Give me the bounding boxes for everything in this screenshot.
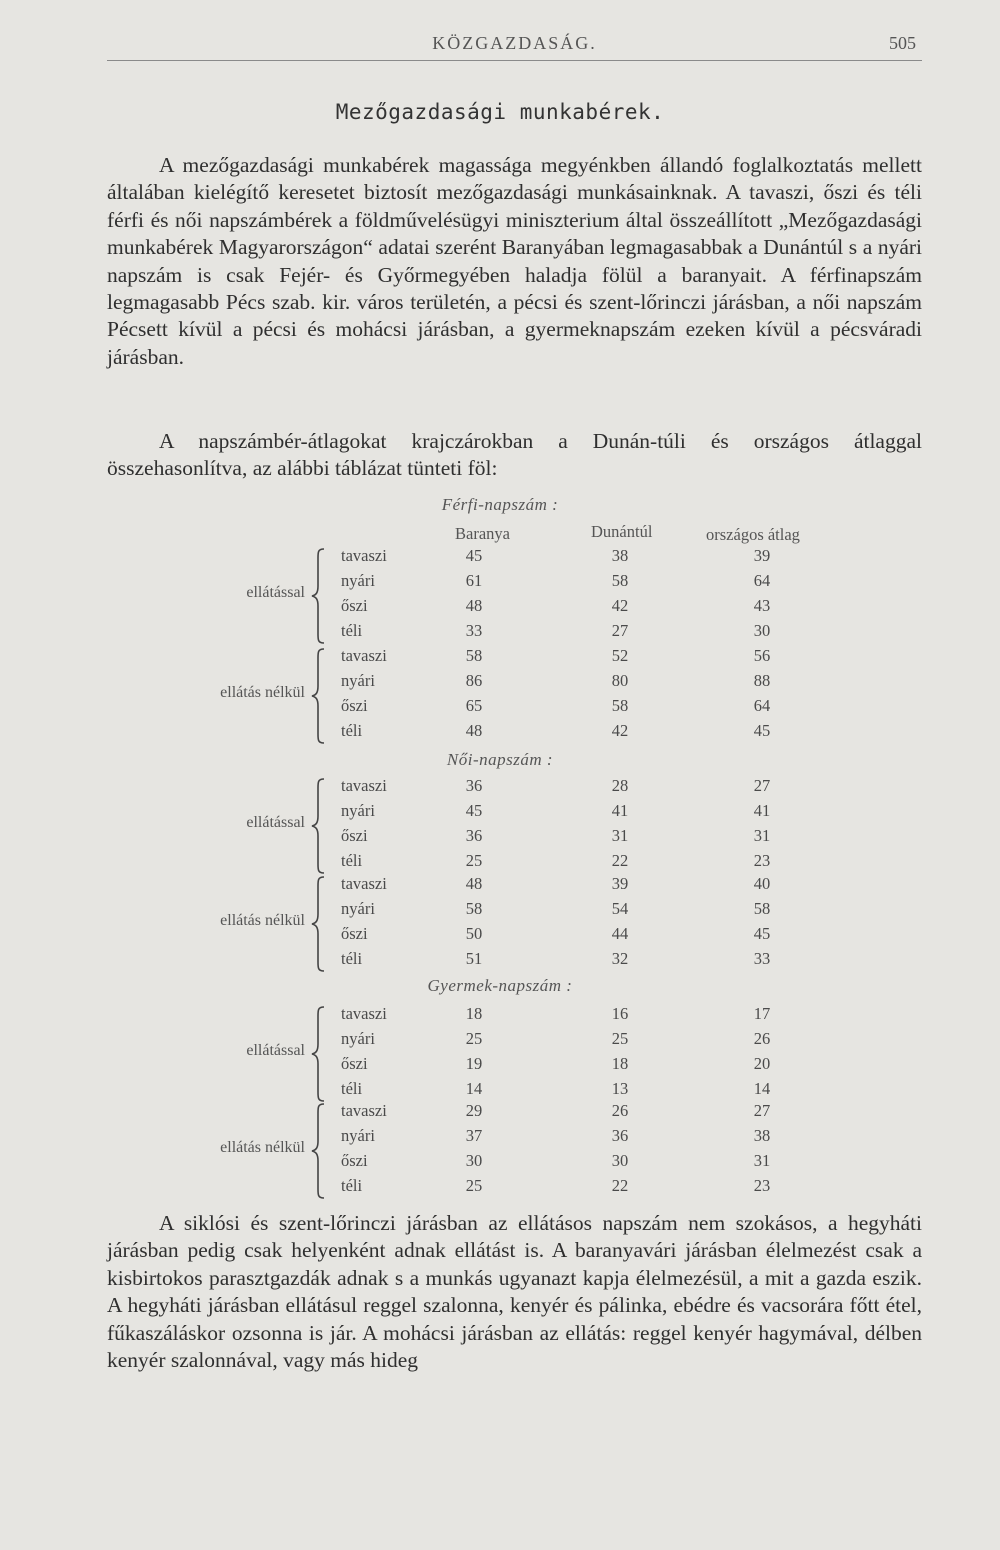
value-national: 30 [753,621,771,640]
value-baranya: 25 [465,851,483,870]
value-baranya: 45 [465,546,483,565]
value-dunantul: 80 [611,671,629,690]
season-label: őszi [341,696,368,715]
value-national: 43 [753,596,771,615]
group-label: ellátással [246,814,305,831]
value-dunantul: 27 [611,621,629,640]
paragraph-board-notes-text: A siklósi és szent-lőrinczi járásban az ellátásos napszám nem szokásos, a hegyháti járásban pedig csak helyenként adnak ellátást is. A baranyavári járásban élelmezést csak a kisbirtokos parasztgazdák adnak s a munkás ugyanazt kapja élelmezésül, a mit a gazda eszik. A hegyháti járásban ellátásul reggel szalonna, kenyér és pálinka, ebédre és vacsorára főtt étel, fűkaszáláskor ozsonna is jár. A mohácsi járásban az ellátás: reggel kenyér hagymával, délben kenyér szalonnával, vagy más hideg [107,1211,922,1373]
season-label: téli [341,949,363,968]
value-baranya: 61 [465,571,483,590]
value-dunantul: 31 [611,826,629,845]
value-dunantul: 30 [611,1151,629,1170]
season-label: tavaszi [341,1004,387,1023]
value-dunantul: 18 [611,1054,629,1073]
value-national: 17 [753,1004,771,1023]
value-baranya: 33 [465,621,483,640]
table-row [0,646,1000,671]
value-national: 31 [753,826,771,845]
section-heading-children: Gyermek-napszám : [427,976,573,995]
group-label: ellátás nélkül [220,1139,305,1156]
season-label: őszi [341,1151,368,1170]
value-baranya: 25 [465,1029,483,1048]
season-label: őszi [341,1054,368,1073]
value-baranya: 50 [465,924,483,943]
value-national: 88 [753,671,771,690]
column-header-baranya: Baranya [455,524,510,543]
value-dunantul: 38 [611,546,629,565]
running-header [107,30,922,61]
table-row [0,571,1000,596]
paragraph-table-intro [107,428,922,483]
table-row [0,801,1000,826]
value-dunantul: 16 [611,1004,629,1023]
season-label: őszi [341,826,368,845]
group-label: ellátás nélkül [220,912,305,929]
value-dunantul: 22 [611,851,629,870]
season-label: tavaszi [341,646,387,665]
section-title: Mezőgazdasági munkabérek. [335,100,665,124]
value-baranya: 58 [465,899,483,918]
season-label: tavaszi [341,1101,387,1120]
value-baranya: 14 [465,1079,483,1098]
value-baranya: 86 [465,671,483,690]
value-dunantul: 58 [611,571,629,590]
value-dunantul: 32 [611,949,629,968]
section-heading-men: Férfi-napszám : [441,495,559,514]
paragraph-intro [107,152,922,371]
table-row [0,1004,1000,1029]
table-row [0,1126,1000,1151]
value-baranya: 37 [465,1126,483,1145]
value-baranya: 65 [465,696,483,715]
page-number: 505 [889,33,916,53]
column-header-dunantul: Dunántúl [591,522,653,541]
value-baranya: 45 [465,801,483,820]
table-row [0,949,1000,974]
value-national: 20 [753,1054,771,1073]
group-label: ellátással [246,1042,305,1059]
season-label: téli [341,721,363,740]
value-national: 58 [753,899,771,918]
group-children-with-board [0,1004,1000,1104]
value-dunantul: 25 [611,1029,629,1048]
value-national: 45 [753,721,771,740]
paragraph-board-notes [107,1210,922,1374]
table-row [0,596,1000,621]
table-row [0,1176,1000,1201]
season-label: tavaszi [341,776,387,795]
group-men-without-board [0,646,1000,746]
value-dunantul: 13 [611,1079,629,1098]
value-dunantul: 44 [611,924,629,943]
value-national: 40 [753,874,771,893]
value-dunantul: 42 [611,721,629,740]
value-baranya: 48 [465,721,483,740]
value-national: 23 [753,1176,771,1195]
group-children-without-board [0,1101,1000,1201]
table-row [0,721,1000,746]
season-label: nyári [341,801,375,820]
value-dunantul: 26 [611,1101,629,1120]
value-national: 64 [753,571,771,590]
value-baranya: 30 [465,1151,483,1170]
table-row [0,776,1000,801]
value-dunantul: 52 [611,646,629,665]
running-title: KÖZGAZDASÁG. [432,33,597,53]
value-baranya: 18 [465,1004,483,1023]
table-row [0,1054,1000,1079]
season-label: téli [341,1079,363,1098]
season-label: nyári [341,571,375,590]
section-heading-women: Női-napszám : [446,750,554,769]
value-baranya: 48 [465,874,483,893]
value-national: 45 [753,924,771,943]
season-label: nyári [341,1126,375,1145]
value-national: 64 [753,696,771,715]
value-national: 27 [753,776,771,795]
value-dunantul: 42 [611,596,629,615]
value-national: 26 [753,1029,771,1048]
table-row [0,924,1000,949]
season-label: tavaszi [341,546,387,565]
season-label: őszi [341,924,368,943]
season-label: téli [341,1176,363,1195]
value-national: 38 [753,1126,771,1145]
value-national: 33 [753,949,771,968]
value-national: 14 [753,1079,771,1098]
paragraph-intro-text: A mezőgazdasági munkabérek magassága megyénkben állandó foglalkoztatás mellett általában kielégítő keresetet biztosít mezőgazdasági munkásainknak. A tavaszi, őszi és téli férfi és női napszámbérek a földművelésügyi miniszterium által összeállított „Mezőgazdasági munkabérek Magyarországon“ adatai szerént Baranyában legmagasabbak a Dunántúl s a nyári napszám is csak Fejér- és Győrmegyében haladja fölül a baranyait. A férfinapszám legmagasabb Pécs szab. kir. város területén, a pécsi és szent-lőrinczi járásban, a női napszám Pécsett kívül a pécsi és mohácsi járásban, a gyermeknapszám ezeken kívül a pécsváradi járásban. [107,153,922,369]
value-dunantul: 58 [611,696,629,715]
value-dunantul: 22 [611,1176,629,1195]
value-baranya: 25 [465,1176,483,1195]
table-row [0,1151,1000,1176]
group-label: ellátás nélkül [220,684,305,701]
value-national: 27 [753,1101,771,1120]
paragraph-table-intro-text: A napszámbér-átlagokat krajczárokban a Dunán-túli és országos átlaggal összehasonlítva, az alábbi táblázat tünteti föl: [107,429,922,481]
value-dunantul: 41 [611,801,629,820]
value-national: 31 [753,1151,771,1170]
table-row [0,899,1000,924]
value-national: 56 [753,646,771,665]
value-baranya: 29 [465,1101,483,1120]
table-row [0,621,1000,646]
season-label: nyári [341,671,375,690]
group-men-with-board [0,546,1000,646]
value-dunantul: 28 [611,776,629,795]
group-women-with-board [0,776,1000,876]
season-label: őszi [341,596,368,615]
value-baranya: 19 [465,1054,483,1073]
value-dunantul: 54 [611,899,629,918]
value-national: 39 [753,546,771,565]
season-label: téli [341,621,363,640]
table-row [0,874,1000,899]
season-label: nyári [341,1029,375,1048]
group-label: ellátással [246,584,305,601]
table-row [0,826,1000,851]
table-row [0,851,1000,876]
value-national: 41 [753,801,771,820]
value-baranya: 36 [465,826,483,845]
value-baranya: 36 [465,776,483,795]
value-baranya: 58 [465,646,483,665]
season-label: nyári [341,899,375,918]
group-women-without-board [0,874,1000,974]
value-baranya: 48 [465,596,483,615]
value-national: 23 [753,851,771,870]
table-row [0,546,1000,571]
season-label: tavaszi [341,874,387,893]
value-dunantul: 36 [611,1126,629,1145]
season-label: téli [341,851,363,870]
value-dunantul: 39 [611,874,629,893]
table-row [0,696,1000,721]
table-row [0,1101,1000,1126]
value-baranya: 51 [465,949,483,968]
table-row [0,1029,1000,1054]
table-row [0,671,1000,696]
column-header-national: országos átlag [706,525,800,544]
